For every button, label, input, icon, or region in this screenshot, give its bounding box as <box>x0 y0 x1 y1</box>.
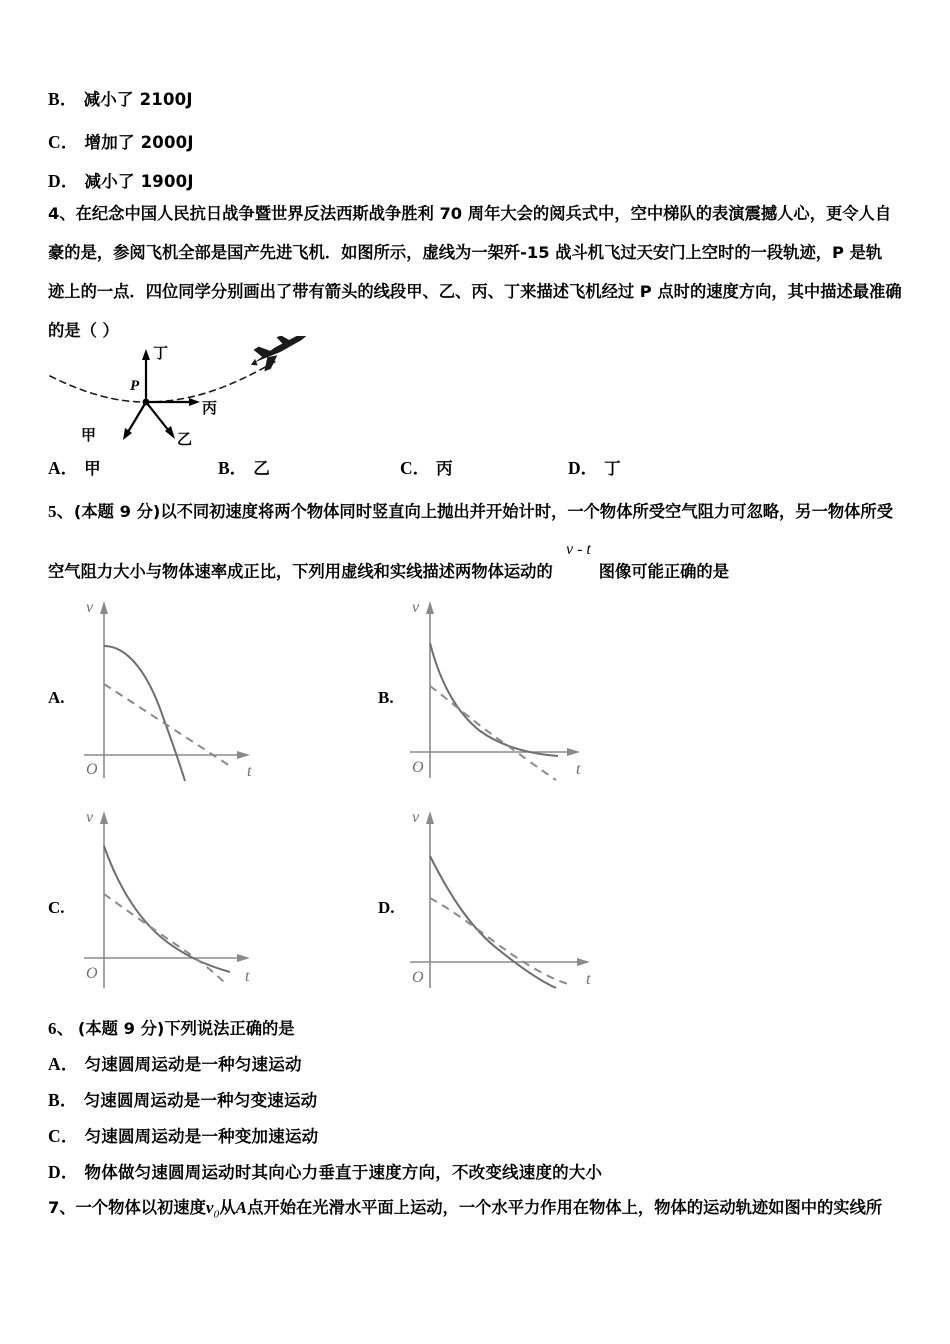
solid-curve-b <box>430 643 558 756</box>
graph-d-svg <box>408 806 608 996</box>
jet-trajectory-svg <box>46 336 326 448</box>
option-letter: C． <box>48 1126 79 1146</box>
axis-label-v: v <box>86 599 94 616</box>
graph-b <box>408 596 598 786</box>
option-text: 乙 <box>253 459 270 478</box>
fighter-jet-icon <box>245 336 318 375</box>
option-text: 丙 <box>436 459 453 478</box>
option-row-d <box>48 170 920 193</box>
option-letter: A． <box>48 1054 79 1074</box>
q4-option-b <box>218 455 270 480</box>
label-bing: 丙 <box>202 399 218 417</box>
option-text: 匀速圆周运动是一种匀速运动 <box>84 1055 302 1074</box>
t-axis-arrowhead <box>237 751 250 759</box>
graph-label-d: D. <box>378 898 395 917</box>
question-6-number: 6、 <box>48 1019 74 1038</box>
solid-curve-c <box>104 846 230 972</box>
question-4-line-3: 迹上的一点．四位同学分别画出了带有箭头的线段甲、乙、丙、丁来描述飞机经过 P 点时的速度方向，其中描述最准确 <box>48 282 902 301</box>
label-yi: 乙 <box>177 430 193 448</box>
question-7-line-1 <box>48 1196 920 1226</box>
graph-c-svg <box>82 806 272 996</box>
graph-label-c: C. <box>48 898 65 917</box>
arrow-jia-head <box>123 428 132 440</box>
option-letter: D． <box>568 458 599 478</box>
question-4-line-1: 4、在纪念中国人民抗日战争暨世界反法西斯战争胜利 70 周年大会的阅兵式中，空中梯队的表演震撼人心，更令人自 <box>48 204 892 223</box>
axis-label-t: t <box>576 761 581 778</box>
t-axis-arrowhead <box>237 954 250 962</box>
option-text: 匀速圆周运动是一种变加速运动 <box>84 1127 319 1146</box>
option-row-b <box>48 88 920 111</box>
dashed-curve-c <box>104 894 226 984</box>
option-letter: B． <box>218 458 248 478</box>
axis-label-origin: O <box>412 759 424 776</box>
trajectory-dashed-path <box>50 360 278 402</box>
option-text: 减小了 2100J <box>83 90 193 109</box>
graph-label-b: B. <box>378 688 394 707</box>
axis-label-origin: O <box>86 965 98 982</box>
q6-option-a <box>48 1053 920 1076</box>
graph-b-svg <box>408 596 598 786</box>
arrow-ding-head <box>142 349 150 360</box>
question-4-line-2: 豪的是，参阅飞机全部是国产先进飞机．如图所示，虚线为一架歼-15 战斗机飞过天安门上空时的一段轨迹，P 是轨 <box>48 243 883 262</box>
q6-option-c <box>48 1125 920 1148</box>
q4-option-d <box>568 455 621 480</box>
axis-label-origin: O <box>86 761 98 778</box>
solid-curve-a <box>104 646 185 781</box>
graph-label-a: A. <box>48 688 65 707</box>
q6-option-d <box>48 1161 920 1184</box>
option-text: 甲 <box>84 459 101 478</box>
option-letter: C． <box>400 458 431 478</box>
question-7-text-a: 7、一个物体以初速度 <box>48 1198 206 1217</box>
question-6-text: 下列说法正确的是 <box>164 1019 295 1038</box>
question-7-text-b: 从 <box>219 1198 236 1217</box>
v-axis-arrowhead <box>426 811 434 824</box>
dashed-curve-a <box>104 684 230 766</box>
question-5-text: 以不同初速度将两个物体同时竖直向上抛出并开始计时，一个物体所受空气阻力可忽略，另一物体所受 <box>160 502 893 521</box>
question-7-symbol-v-subscript: 0 <box>213 1208 220 1221</box>
arrow-bing-head <box>189 398 200 406</box>
graph-a-svg <box>82 596 272 786</box>
t-axis-arrowhead <box>577 958 590 966</box>
t-axis-arrowhead <box>567 748 580 756</box>
question-4-line-4: 的是（ ） <box>48 321 119 340</box>
v-axis-arrowhead <box>100 811 108 824</box>
axis-label-v: v <box>86 809 94 826</box>
arrow-yi-line <box>146 402 169 431</box>
jet-trajectory-figure <box>46 336 326 448</box>
label-jia: 甲 <box>81 426 97 444</box>
v-axis-arrowhead <box>426 601 434 614</box>
graph-d <box>408 806 608 996</box>
dashed-curve-b <box>430 686 556 780</box>
question-5-text-b: 图像可能正确的是 <box>598 562 729 581</box>
option-text: 匀速圆周运动是一种匀变速运动 <box>83 1091 318 1110</box>
question-5-number: 5、 <box>48 502 74 521</box>
graph-a <box>82 596 272 786</box>
axis-label-v: v <box>412 809 420 826</box>
option-letter: B． <box>48 1090 78 1110</box>
question-5-score: (本题 9 分) <box>73 502 161 521</box>
question-6-stem <box>48 1017 920 1040</box>
q6-option-b <box>48 1089 920 1112</box>
option-letter: A． <box>48 458 79 478</box>
axis-label-v: v <box>412 599 420 616</box>
question-6-score: (本题 9 分) <box>77 1019 165 1038</box>
option-text: 减小了 1900J <box>84 172 194 191</box>
dashed-curve-d <box>430 898 568 984</box>
option-text: 增加了 2000J <box>84 133 194 152</box>
option-letter: C． <box>48 132 79 152</box>
q4-option-c <box>400 455 453 480</box>
question-5-line-1 <box>48 500 920 523</box>
v-axis-arrowhead <box>100 601 108 614</box>
solid-curve-d <box>430 856 556 988</box>
arrow-jia-line <box>128 402 146 432</box>
label-point-p: P <box>130 378 140 394</box>
option-text: 丁 <box>604 459 621 478</box>
axis-label-t: t <box>247 763 252 780</box>
axis-label-t: t <box>586 971 591 988</box>
question-5-line-2 <box>48 560 920 583</box>
option-row-c <box>48 131 920 154</box>
option-text: 物体做匀速圆周运动时其向心力垂直于速度方向，不改变线速度的大小 <box>84 1163 603 1182</box>
axis-label-origin: O <box>412 969 424 986</box>
q4-option-a <box>48 455 101 480</box>
label-ding: 丁 <box>153 344 169 362</box>
axis-label-t: t <box>245 968 250 985</box>
graph-c <box>82 806 272 996</box>
option-letter: D． <box>48 1162 79 1182</box>
vt-superscript-label: v - t <box>566 541 591 558</box>
question-7-symbol-v: v <box>205 1198 214 1217</box>
option-letter: B． <box>48 89 78 109</box>
option-letter: D． <box>48 171 79 191</box>
question-7-text-c: 点开始在光滑水平面上运动，一个水平力作用在物体上，物体的运动轨迹如图中的实线所 <box>247 1198 883 1217</box>
question-5-text-a: 空气阻力大小与物体速率成正比，下列用虚线和实线描述两物体运动的 <box>48 562 553 581</box>
question-7-symbol-a: A <box>235 1198 248 1217</box>
